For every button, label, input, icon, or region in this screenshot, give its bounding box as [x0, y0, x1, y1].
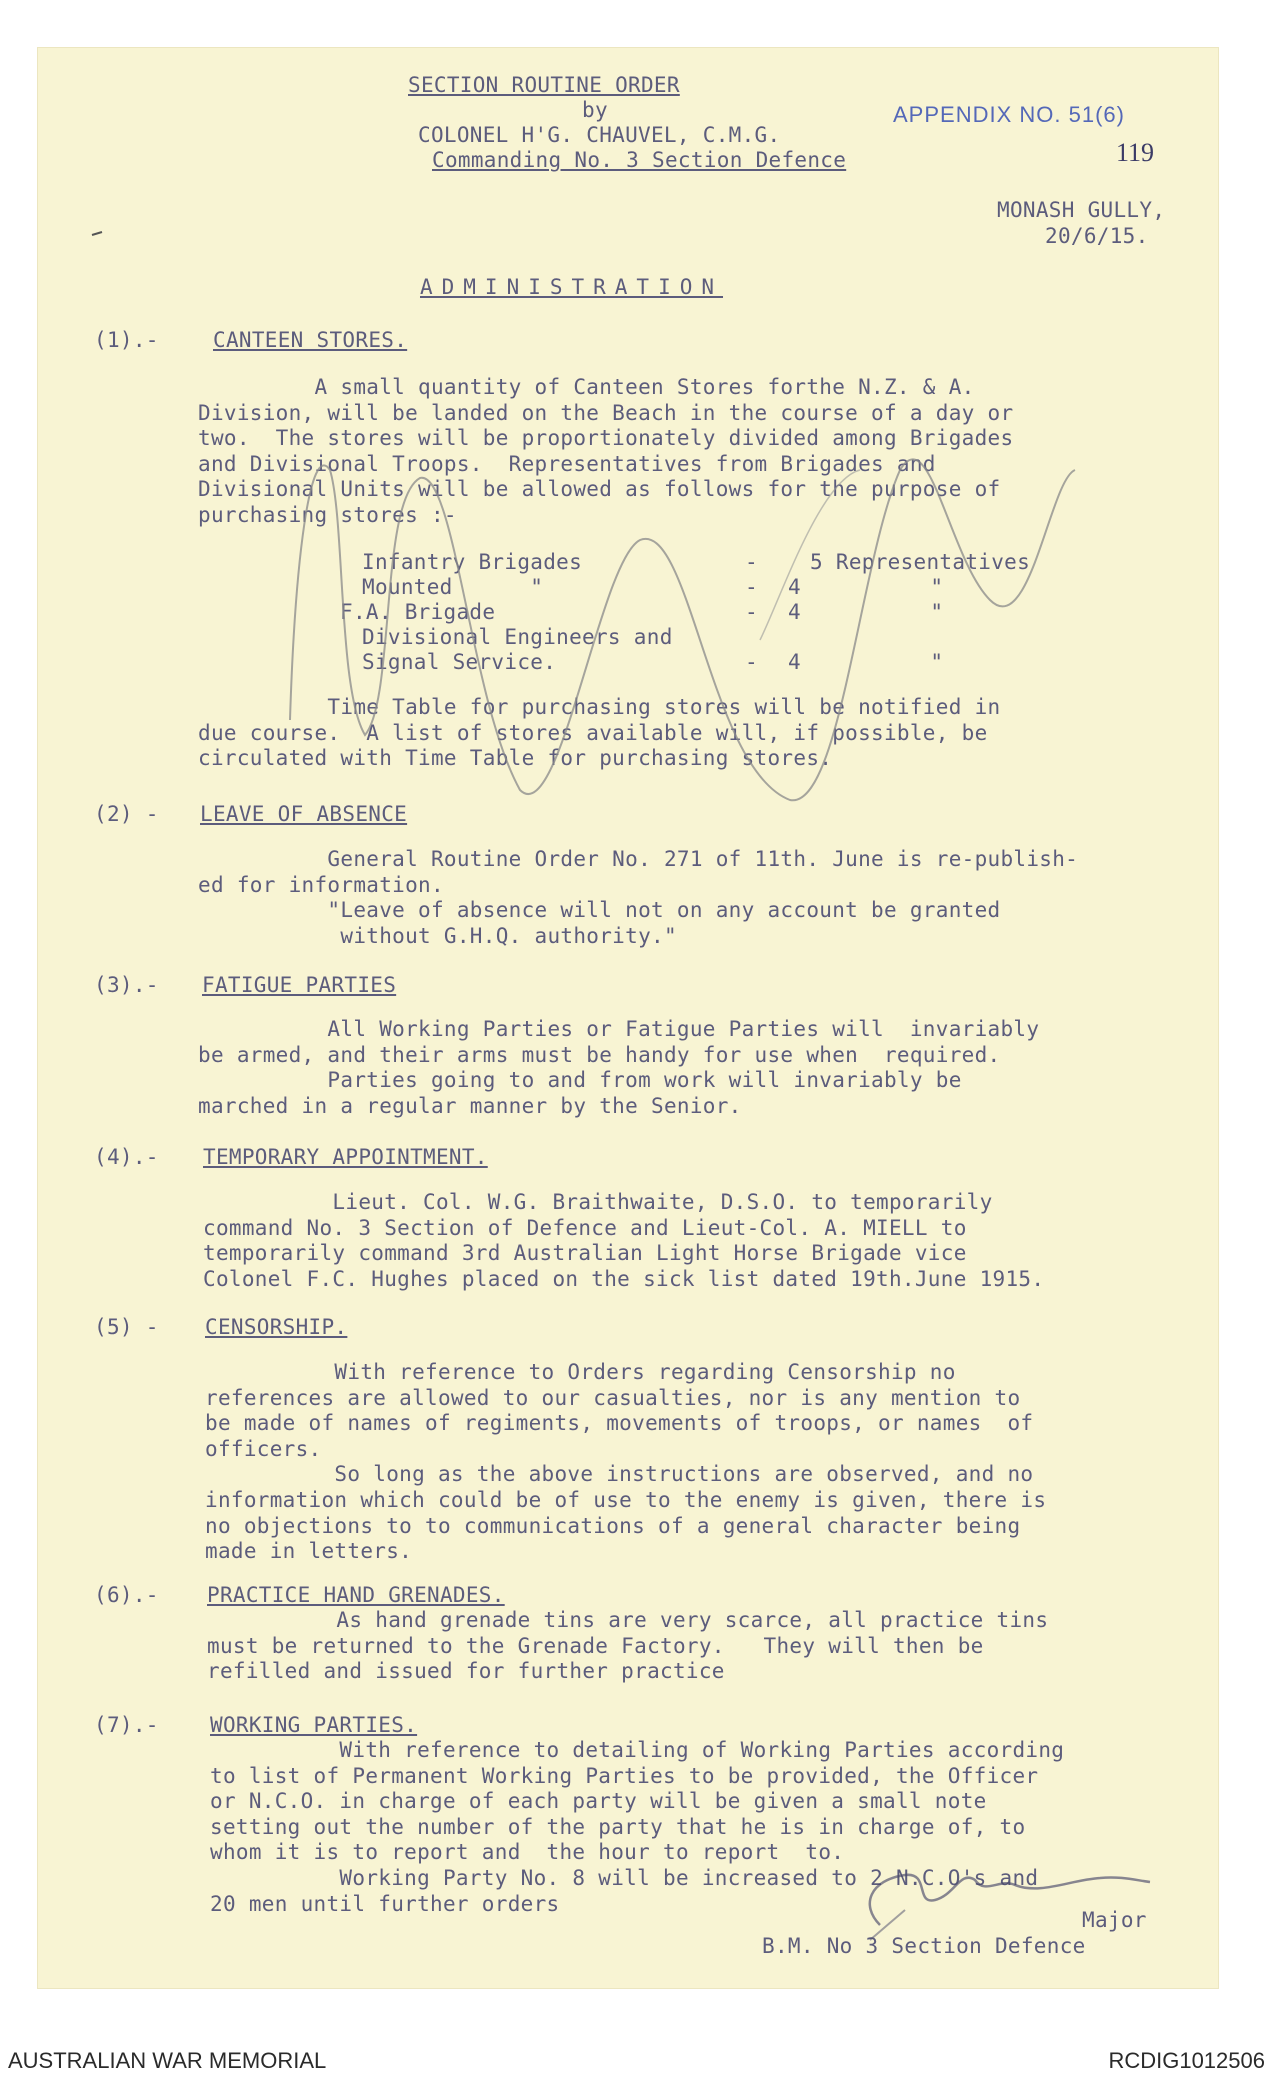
text-line: Division, will be landed on the Beach in the course of a day or — [198, 400, 1014, 425]
unit-cell: Infantry Brigades — [362, 550, 583, 574]
footer-record-id: RCDIG1012506 — [1108, 2048, 1265, 2073]
dash-cell: - — [745, 650, 758, 674]
text-line: purchasing stores :- — [198, 503, 457, 528]
text-line: 20 men until further orders — [210, 1891, 560, 1916]
text-line: With reference to detailing of Working Parties according — [210, 1738, 1065, 1762]
text-line: without G.H.Q. authority." — [198, 923, 677, 948]
unit-cell: Signal Service. — [362, 650, 557, 674]
section-number: (6).- — [94, 1583, 159, 1607]
text-line: temporarily command 3rd Australian Light Horse Brigade vice — [203, 1241, 967, 1266]
command-line: Commanding No. 3 Section Defence — [432, 148, 847, 172]
section-number: (1).- — [94, 328, 159, 352]
section-title: FATIGUE PARTIES — [202, 973, 397, 997]
section-number: (5) - — [94, 1315, 159, 1339]
text-line: So long as the above instructions are observed, and no — [205, 1462, 1034, 1487]
text-line: General Routine Order No. 271 of 11th. June is re-publish- — [198, 847, 1079, 871]
text-line: refilled and issued for further practice — [207, 1659, 725, 1684]
footer-institution: AUSTRALIAN WAR MEMORIAL — [8, 2048, 327, 2073]
unit-cell: F.A. Brigade — [340, 600, 496, 624]
section-body — [203, 1190, 1044, 1292]
text-line: due course. A list of stores available will, if possible, be — [198, 720, 988, 745]
place: MONASH GULLY, — [997, 198, 1166, 222]
section-title: CENSORSHIP. — [205, 1315, 348, 1339]
text-line: be made of names of regiments, movements of troops, or names of — [205, 1411, 1034, 1436]
section-body — [198, 847, 1078, 949]
text-line: Working Party No. 8 will be increased to 2 N.C.O's and — [210, 1866, 1039, 1891]
text-line: "Leave of absence will not on any account be granted — [198, 898, 1001, 923]
section-title: LEAVE OF ABSENCE — [200, 802, 408, 826]
text-line: Parties going to and from work will invariably be — [198, 1068, 962, 1093]
unit-cell: Divisional Engineers and — [362, 625, 673, 649]
text-line: Divisional Units will be allowed as follows for the purpose of — [198, 477, 1001, 502]
dash-cell: - — [745, 575, 758, 599]
text-line: information which could be of use to the enemy is given, there is — [205, 1488, 1047, 1513]
text-line: Lieut. Col. W.G. Braithwaite, D.S.O. to temporarily — [203, 1190, 993, 1214]
section-body — [210, 1738, 1064, 1917]
section-number: (7).- — [94, 1713, 159, 1737]
heading-administration: ADMINISTRATION — [420, 275, 724, 299]
text-line: officers. — [205, 1436, 322, 1461]
count-cell: 4 " — [788, 575, 944, 599]
text-line: no objections to to communications of a general character being — [205, 1513, 1021, 1538]
order-title: SECTION ROUTINE ORDER — [408, 73, 680, 97]
text-line: and Divisional Troops. Representatives from Brigades and — [198, 451, 936, 476]
text-line: whom it is to report and the hour to report to. — [210, 1840, 845, 1865]
text-line: Time Table for purchasing stores will be notified in — [198, 695, 1001, 719]
date: 20/6/15. — [1045, 224, 1149, 248]
count-cell: 5 Representatives — [810, 550, 1031, 574]
section-title: CANTEEN STORES. — [213, 328, 408, 352]
text-line: to list of Permanent Working Parties to be provided, the Officer — [210, 1763, 1039, 1788]
text-line: marched in a regular manner by the Senior. — [198, 1093, 742, 1118]
text-line: circulated with Time Table for purchasing stores. — [198, 746, 833, 771]
text-line: A small quantity of Canteen Stores forthe N.Z. & A. — [198, 375, 975, 399]
section-title: PRACTICE HAND GRENADES. — [207, 1583, 505, 1607]
page-number: 119 — [1116, 138, 1155, 167]
count-cell: 4 " — [788, 650, 944, 674]
unit-cell: Mounted " — [362, 575, 544, 599]
signature-rank: Major — [1082, 1908, 1147, 1932]
text-line: command No. 3 Section of Defence and Lieut-Col. A. MIELL to — [203, 1215, 967, 1240]
section-number: (3).- — [94, 973, 159, 997]
text-line: or N.C.O. in charge of each party will be given a small note — [210, 1789, 987, 1814]
text-line: be armed, and their arms must be handy for use when required. — [198, 1042, 1001, 1067]
text-line: ed for information. — [198, 872, 444, 897]
section-body — [198, 375, 1013, 529]
section-number: (2) - — [94, 802, 159, 826]
text-line: made in letters. — [205, 1539, 413, 1564]
text-line: setting out the number of the party that he is in charge of, to — [210, 1814, 1026, 1839]
section-title: WORKING PARTIES. — [210, 1713, 418, 1737]
text-line: two. The stores will be proportionately divided among Brigades — [198, 426, 1014, 451]
appendix-stamp: APPENDIX NO. 51(6) — [893, 102, 1125, 127]
count-cell: 4 " — [788, 600, 944, 624]
section-body — [198, 1017, 1039, 1119]
text-line: All Working Parties or Fatigue Parties will invariably — [198, 1017, 1040, 1041]
section-number: (4).- — [94, 1145, 159, 1169]
section-title: TEMPORARY APPOINTMENT. — [203, 1145, 488, 1169]
text-line: Colonel F.C. Hughes placed on the sick list dated 19th.June 1915. — [203, 1266, 1045, 1291]
commander-name: COLONEL H'G. CHAUVEL, C.M.G. — [418, 123, 781, 147]
signature-role: B.M. No 3 Section Defence — [762, 1934, 1086, 1958]
text-line: must be returned to the Grenade Factory. They will then be — [207, 1633, 984, 1658]
text-line: With reference to Orders regarding Censorship no — [205, 1360, 956, 1384]
dash-cell: - — [745, 550, 758, 574]
dash-cell: - — [745, 600, 758, 624]
section-body-after — [198, 695, 1000, 772]
text-line: As hand grenade tins are very scarce, all practice tins — [207, 1608, 1049, 1632]
section-body — [207, 1608, 1048, 1685]
section-body — [205, 1360, 1046, 1565]
text-line: references are allowed to our casualties, nor is any mention to — [205, 1385, 1021, 1410]
order-by: by — [582, 98, 608, 122]
